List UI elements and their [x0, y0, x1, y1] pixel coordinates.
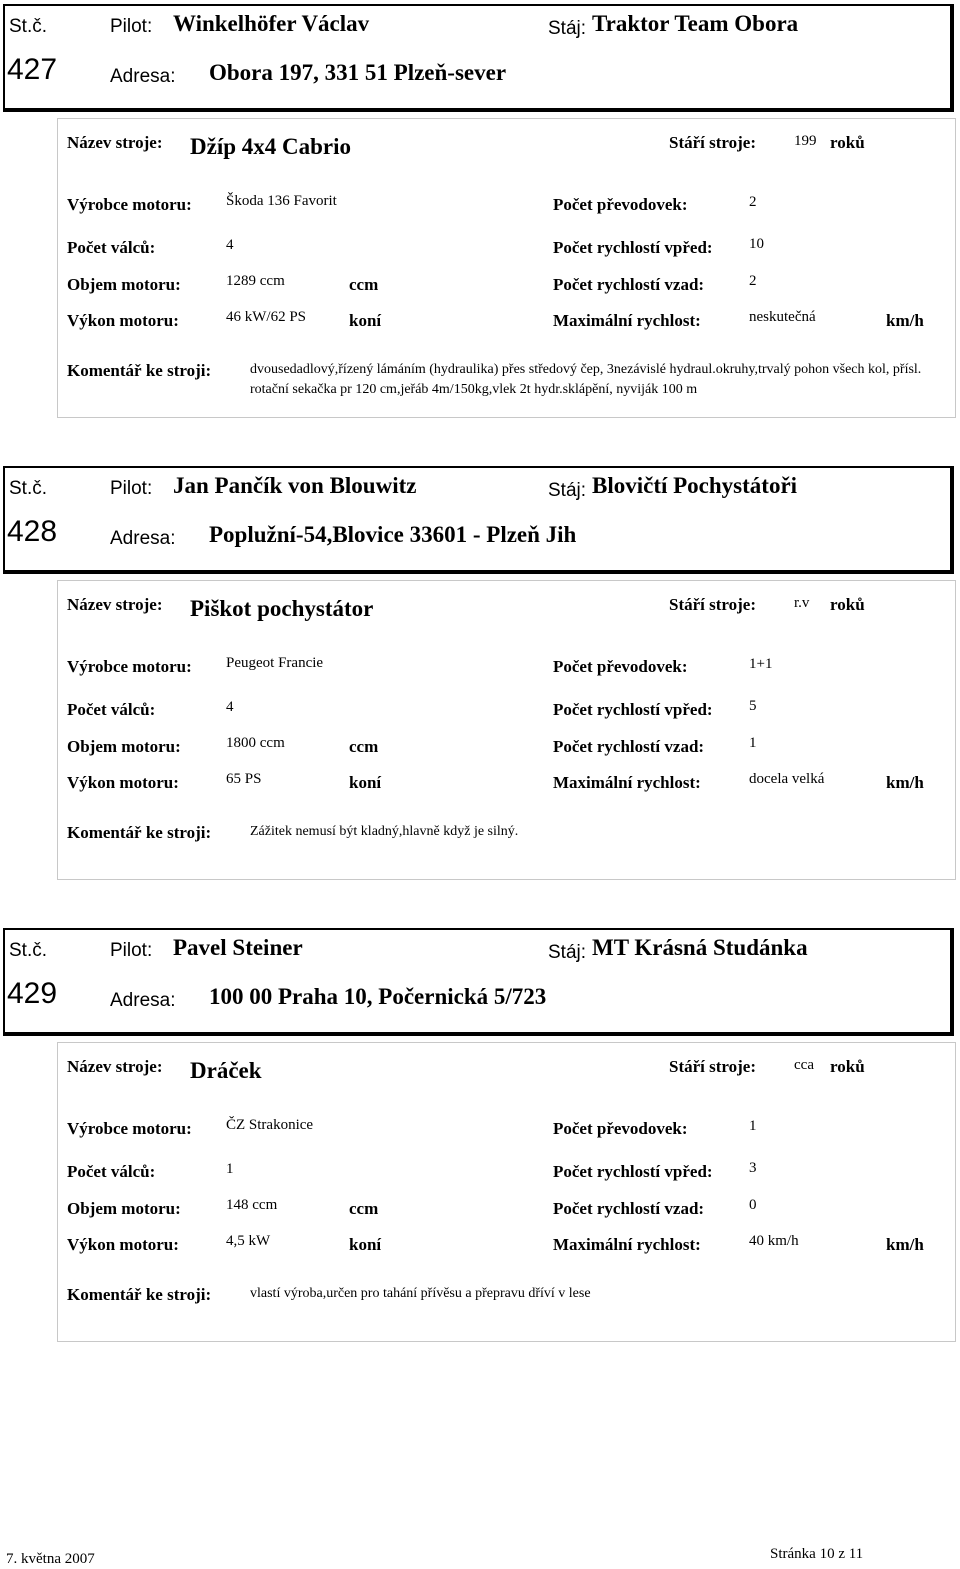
- years-label: roků: [830, 595, 865, 614]
- ccm-label: ccm: [349, 1199, 379, 1218]
- gearboxes-label: Počet převodovek:: [553, 195, 688, 214]
- kmh-label: km/h: [886, 1235, 924, 1254]
- max-speed: 40 km/h: [749, 1233, 799, 1249]
- machine-age-label: Stáří stroje:: [669, 133, 757, 152]
- comment-label: Komentář ke stroji:: [67, 1285, 212, 1304]
- entry-header: [3, 4, 954, 112]
- machine-age-label: Stáří stroje:: [669, 1057, 757, 1076]
- cylinders: 4: [226, 699, 234, 715]
- pilot-name: Jan Pančík von Blouwitz: [173, 473, 417, 498]
- horsepower-label: koní: [349, 1235, 382, 1254]
- machine-name: Piškot pochystátor: [190, 596, 374, 621]
- gearboxes-label: Počet převodovek:: [553, 657, 688, 676]
- forward-gears: 3: [749, 1160, 757, 1176]
- cylinders: 4: [226, 237, 234, 253]
- footer-page: Stránka 10 z 11: [770, 1546, 864, 1562]
- forward-gears: 10: [749, 236, 764, 252]
- start-number: 427: [7, 53, 58, 86]
- reverse-gears-label: Počet rychlostí vzad:: [553, 737, 705, 756]
- power: 4,5 kW: [226, 1233, 271, 1249]
- stable-name: Blovičtí Pochystátoři: [592, 473, 798, 498]
- displacement: 148 ccm: [226, 1197, 278, 1213]
- engine-maker: Škoda 136 Favorit: [226, 193, 337, 209]
- st-cislo-label: St.č.: [9, 940, 48, 961]
- years-label: roků: [830, 133, 865, 152]
- displacement-label: Objem motoru:: [67, 737, 181, 756]
- address-label: Adresa:: [110, 528, 176, 549]
- pilot-name: Pavel Steiner: [173, 935, 303, 960]
- engine-maker: ČZ Strakonice: [226, 1117, 314, 1133]
- ccm-label: ccm: [349, 275, 379, 294]
- address-label: Adresa:: [110, 990, 176, 1011]
- engine-maker-label: Výrobce motoru:: [67, 1119, 192, 1138]
- entry-header: [3, 466, 954, 574]
- entry-header: [3, 928, 954, 1036]
- reverse-gears: 0: [749, 1197, 757, 1213]
- start-number: 429: [7, 977, 58, 1010]
- displacement-label: Objem motoru:: [67, 1199, 181, 1218]
- comment-text: dvousedadlový,řízený lámáním (hydraulika) přes středový čep, 3nezávislé hydraul.okruhy,trvalý pohon všech kol, přísl. rotační sekačka pr 120 cm,jeřáb 4m/150kg,vlek 2t hydr.sklápění, nyviják 100 m: [250, 362, 922, 397]
- reverse-gears-label: Počet rychlostí vzad:: [553, 275, 705, 294]
- engine-maker-label: Výrobce motoru:: [67, 657, 192, 676]
- displacement: 1800 ccm: [226, 735, 285, 751]
- reverse-gears: 1: [749, 735, 757, 751]
- address-label: Adresa:: [110, 66, 176, 87]
- cylinders-label: Počet válců:: [67, 700, 156, 719]
- comment-text: Zážitek nemusí být kladný,hlavně když je silný.: [250, 824, 519, 839]
- address-value: Poplužní-54,Blovice 33601 - Plzeň Jih: [209, 522, 577, 547]
- max-speed-label: Maximální rychlost:: [553, 773, 701, 792]
- gearboxes: 1+1: [749, 656, 773, 672]
- engine-maker: Peugeot Francie: [226, 655, 324, 671]
- machine-age: cca: [794, 1057, 814, 1073]
- footer-date: 7. května 2007: [6, 1551, 95, 1567]
- pilot-label: Pilot:: [110, 16, 153, 37]
- engine-maker-label: Výrobce motoru:: [67, 195, 192, 214]
- cylinders-label: Počet válců:: [67, 1162, 156, 1181]
- kmh-label: km/h: [886, 311, 924, 330]
- years-label: roků: [830, 1057, 865, 1076]
- stable-label: Stáj:: [548, 942, 587, 963]
- machine-name: Dráček: [190, 1058, 262, 1083]
- reverse-gears: 2: [749, 273, 757, 289]
- power: 65 PS: [226, 771, 262, 787]
- forward-gears-label: Počet rychlostí vpřed:: [553, 700, 713, 719]
- comment-label: Komentář ke stroji:: [67, 361, 212, 380]
- machine-name-label: Název stroje:: [67, 595, 163, 614]
- gearboxes-label: Počet převodovek:: [553, 1119, 688, 1138]
- kmh-label: km/h: [886, 773, 924, 792]
- forward-gears-label: Počet rychlostí vpřed:: [553, 1162, 713, 1181]
- ccm-label: ccm: [349, 737, 379, 756]
- stable-label: Stáj:: [548, 18, 587, 39]
- forward-gears-label: Počet rychlostí vpřed:: [553, 238, 713, 257]
- start-number: 428: [7, 515, 58, 548]
- address-value: 100 00 Praha 10, Počernická 5/723: [209, 984, 547, 1009]
- max-speed: docela velká: [749, 771, 825, 787]
- comment-label: Komentář ke stroji:: [67, 823, 212, 842]
- machine-details: [57, 118, 956, 418]
- machine-name: Džíp 4x4 Cabrio: [190, 134, 351, 159]
- max-speed-label: Maximální rychlost:: [553, 311, 701, 330]
- power-label: Výkon motoru:: [67, 773, 179, 792]
- pilot-name: Winkelhöfer Václav: [173, 11, 370, 36]
- st-cislo-label: St.č.: [9, 16, 48, 37]
- power: 46 kW/62 PS: [226, 309, 307, 325]
- pilot-label: Pilot:: [110, 478, 153, 499]
- reverse-gears-label: Počet rychlostí vzad:: [553, 1199, 705, 1218]
- cylinders: 1: [226, 1161, 234, 1177]
- power-label: Výkon motoru:: [67, 311, 179, 330]
- machine-age: 199: [794, 133, 817, 149]
- displacement: 1289 ccm: [226, 273, 285, 289]
- machine-details: [57, 580, 956, 880]
- horsepower-label: koní: [349, 311, 382, 330]
- machine-age: r.v: [794, 595, 810, 611]
- gearboxes: 1: [749, 1118, 757, 1134]
- max-speed-label: Maximální rychlost:: [553, 1235, 701, 1254]
- machine-name-label: Název stroje:: [67, 133, 163, 152]
- machine-name-label: Název stroje:: [67, 1057, 163, 1076]
- forward-gears: 5: [749, 698, 757, 714]
- stable-name: MT Krásná Studánka: [592, 935, 808, 960]
- comment-text: vlastí výroba,určen pro tahání přívěsu a přepravu dříví v lese: [250, 1286, 591, 1301]
- pilot-label: Pilot:: [110, 940, 153, 961]
- gearboxes: 2: [749, 194, 757, 210]
- stable-name: Traktor Team Obora: [592, 11, 799, 36]
- horsepower-label: koní: [349, 773, 382, 792]
- address-value: Obora 197, 331 51 Plzeň-sever: [209, 60, 507, 85]
- machine-details: [57, 1042, 956, 1342]
- machine-age-label: Stáří stroje:: [669, 595, 757, 614]
- stable-label: Stáj:: [548, 480, 587, 501]
- displacement-label: Objem motoru:: [67, 275, 181, 294]
- cylinders-label: Počet válců:: [67, 238, 156, 257]
- power-label: Výkon motoru:: [67, 1235, 179, 1254]
- max-speed: neskutečná: [749, 309, 816, 325]
- st-cislo-label: St.č.: [9, 478, 48, 499]
